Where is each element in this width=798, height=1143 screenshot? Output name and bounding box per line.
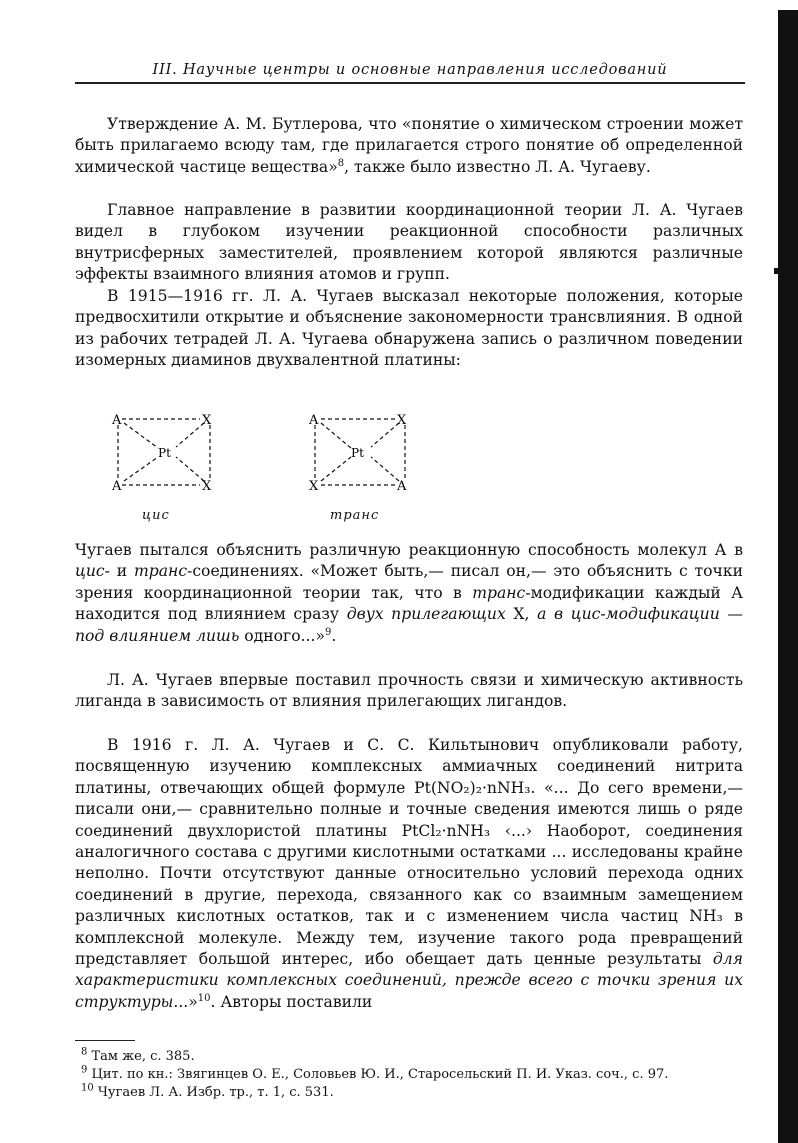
footnote-10 [75, 1084, 747, 1102]
footnote-9 [75, 1066, 747, 1084]
paragraph-3 [75, 286, 743, 372]
trans-ligand-tl: A [309, 413, 319, 428]
p6-text-c: . Авторы поставили [210, 992, 373, 1011]
paragraph-2 [75, 200, 743, 286]
footnote-10-text: Чугаев Л. А. Избр. тр., т. 1, с. 531. [97, 1085, 334, 1100]
footnote-9-num: 9 [81, 1064, 88, 1076]
footnote-8-num: 8 [81, 1046, 88, 1058]
p4-text-f: Х, [505, 605, 538, 624]
trans-isomer-diagram [295, 405, 425, 500]
footnote-9-text: Цит. по кн.: Звягинцев О. Е., Соловьев Ю. И., Старосельский П. И. Указ. соч., с. 97. [91, 1067, 669, 1082]
footnote-8 [75, 1048, 747, 1066]
footnote-10-num: 10 [81, 1082, 94, 1094]
p4-trans2: транс- [472, 583, 531, 602]
cis-ligand-bl: A [112, 479, 122, 494]
footnotes [75, 1048, 747, 1102]
p4-text-d: модификации каждый А находится под влиянием сразу [75, 583, 743, 624]
footnote-8-text: Там же, с. 385. [91, 1049, 195, 1064]
p1-text-b: , также было известно Л. А. Чугаеву. [344, 157, 651, 176]
footnote-ref-10: 10 [197, 992, 211, 1004]
cis-ligand-tl: A [112, 413, 122, 428]
page-edge-shadow [778, 10, 798, 1143]
p3-text: В 1915—1916 гг. Л. А. Чугаев высказал некоторые положения, которые предвосхитили открытие и объяснение закономерности трансвлияния. В одной из рабочих тетрадей Л. А. Чугаева обнаружена запись о различном поведении изомерных диаминов двухвалентной платины: [75, 287, 743, 370]
header-rule [75, 82, 745, 84]
paragraph-5 [75, 670, 743, 713]
trans-ligand-bl: X [309, 479, 319, 494]
trans-center-atom: Pt [351, 446, 364, 460]
p4-text-h: одного...» [239, 626, 326, 645]
cis-center-atom: Pt [158, 446, 171, 460]
p6-text-italic: для характеристики комплексных соединений, прежде всего с точки зрения их структуры [75, 950, 743, 1011]
paragraph-6 [75, 735, 743, 1013]
p4-text-g: а в цис-модификации — под влиянием лишь [75, 605, 743, 645]
page-edge-mark [774, 268, 778, 274]
p4-text-b: и [109, 562, 134, 581]
paragraph-1 [75, 114, 743, 178]
cis-ligand-tr: X [202, 413, 212, 428]
footnote-rule [75, 1040, 135, 1041]
cis-ligand-br: X [202, 479, 212, 494]
cis-caption: цис [142, 508, 170, 523]
footnote-ref-9: 9 [325, 626, 332, 638]
cis-isomer-diagram [100, 405, 230, 500]
p1-text-a: Утверждение А. М. Бутлерова, что «понятие о химическом строении может быть прилагаемо всюду там, где прилагается строго понятие об определенной химической частице вещества» [75, 115, 743, 176]
p6-text-a: В 1916 г. Л. А. Чугаев и С. С. Кильтынович опубликовали работу, посвященную изучению комплексных аммиачных соединений нитрита платины, отвечающих общей формуле Pt(NO₂)₂·nNH₃. «... До сего времени,— писали они,— сравнительно полные и точные сведения имеются лишь о ряде соединений двухлористой платины PtCl₂·nNH₃ ‹...› Наоборот, соединения аналогичного состава с другими кислотными остатками ... исследованы крайне неполно. Почти отсутствуют данные относительно условий перехода одних соединений в другие, перехода, связанного как со взаимным замещением различных кислотных остатков, так и с изменением числа частиц NH₃ в комплексной молекуле. Между тем, изучение такого рода превращений представляет большой интерес, ибо обещает дать ценные результаты [75, 736, 743, 969]
footnote-ref-8: 8 [337, 157, 345, 169]
p4-text-a: Чугаев пытался объяснить различную реакционную способность молекул А в [75, 541, 743, 559]
p4-trans: транс- [133, 562, 193, 581]
trans-ligand-br: A [397, 479, 407, 494]
p4-text-c: соединениях. «Может быть,— писал он,— это объяснить с точки зрения координационной теории так, что в [75, 562, 743, 602]
trans-ligand-tr: X [397, 413, 407, 428]
paragraph-4 [75, 540, 743, 647]
running-header: III. Научные центры и основные направления исследований [152, 62, 668, 78]
trans-caption: транс [330, 508, 380, 523]
p4-cis: цис- [75, 562, 110, 581]
p2-text: Главное направление в развитии координационной теории Л. А. Чугаев видел в глубоком изучении реакционной способности различных внутрисферных заместителей, проявлением которой являются различные эффекты взаимного влияния атомов и групп. [75, 201, 743, 284]
p4-text-e: двух прилегающих [346, 605, 506, 624]
p6-text-b: ...» [173, 992, 198, 1011]
p5-text: Л. А. Чугаев впервые поставил прочность связи и химическую активность лиганда в зависимость от влияния прилегающих лигандов. [75, 671, 743, 711]
p4-text-i: . [331, 626, 337, 645]
